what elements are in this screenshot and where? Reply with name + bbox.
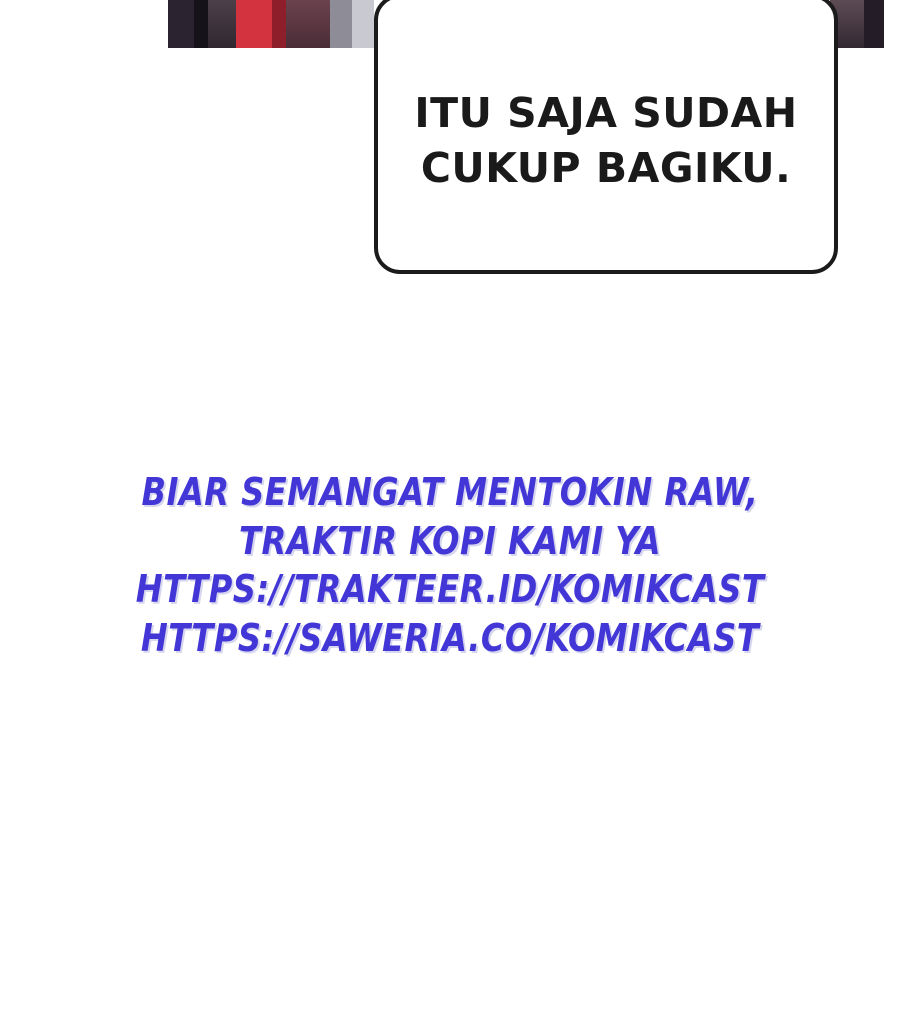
speech-bubble-text — [396, 86, 815, 195]
panel-art-red — [236, 0, 272, 48]
panel-art-white-left — [0, 0, 168, 48]
panel-art-dark-1 — [168, 0, 194, 48]
panel-art-grey-2 — [352, 0, 374, 48]
panel-art-grey-1 — [330, 0, 352, 48]
panel-art-black-1 — [194, 0, 208, 48]
panel-art-shade-a — [208, 0, 236, 48]
speech-bubble-line-2: CUKUP BAGIKU. — [420, 144, 792, 192]
scanlation-credit-block — [27, 468, 873, 663]
panel-art-dark-4 — [864, 0, 884, 48]
credit-link-trakteer[interactable]: HTTPS://TRAKTEER.ID/KOMIKCAST — [135, 567, 765, 612]
panel-art-white-right — [884, 0, 900, 48]
credit-link-saweria[interactable]: HTTPS://SAWERIA.CO/KOMIKCAST — [140, 615, 760, 660]
panel-art-shade-b — [286, 0, 330, 48]
panel-art-red-dark — [272, 0, 286, 48]
speech-bubble — [374, 0, 838, 274]
speech-bubble-line-1: ITU SAJA SUDAH — [414, 89, 798, 138]
credit-line-2: TRAKTIR KOPI KAMI YA — [239, 518, 661, 563]
credit-line-1: BIAR SEMANGAT MENTOKIN RAW, — [141, 470, 759, 514]
